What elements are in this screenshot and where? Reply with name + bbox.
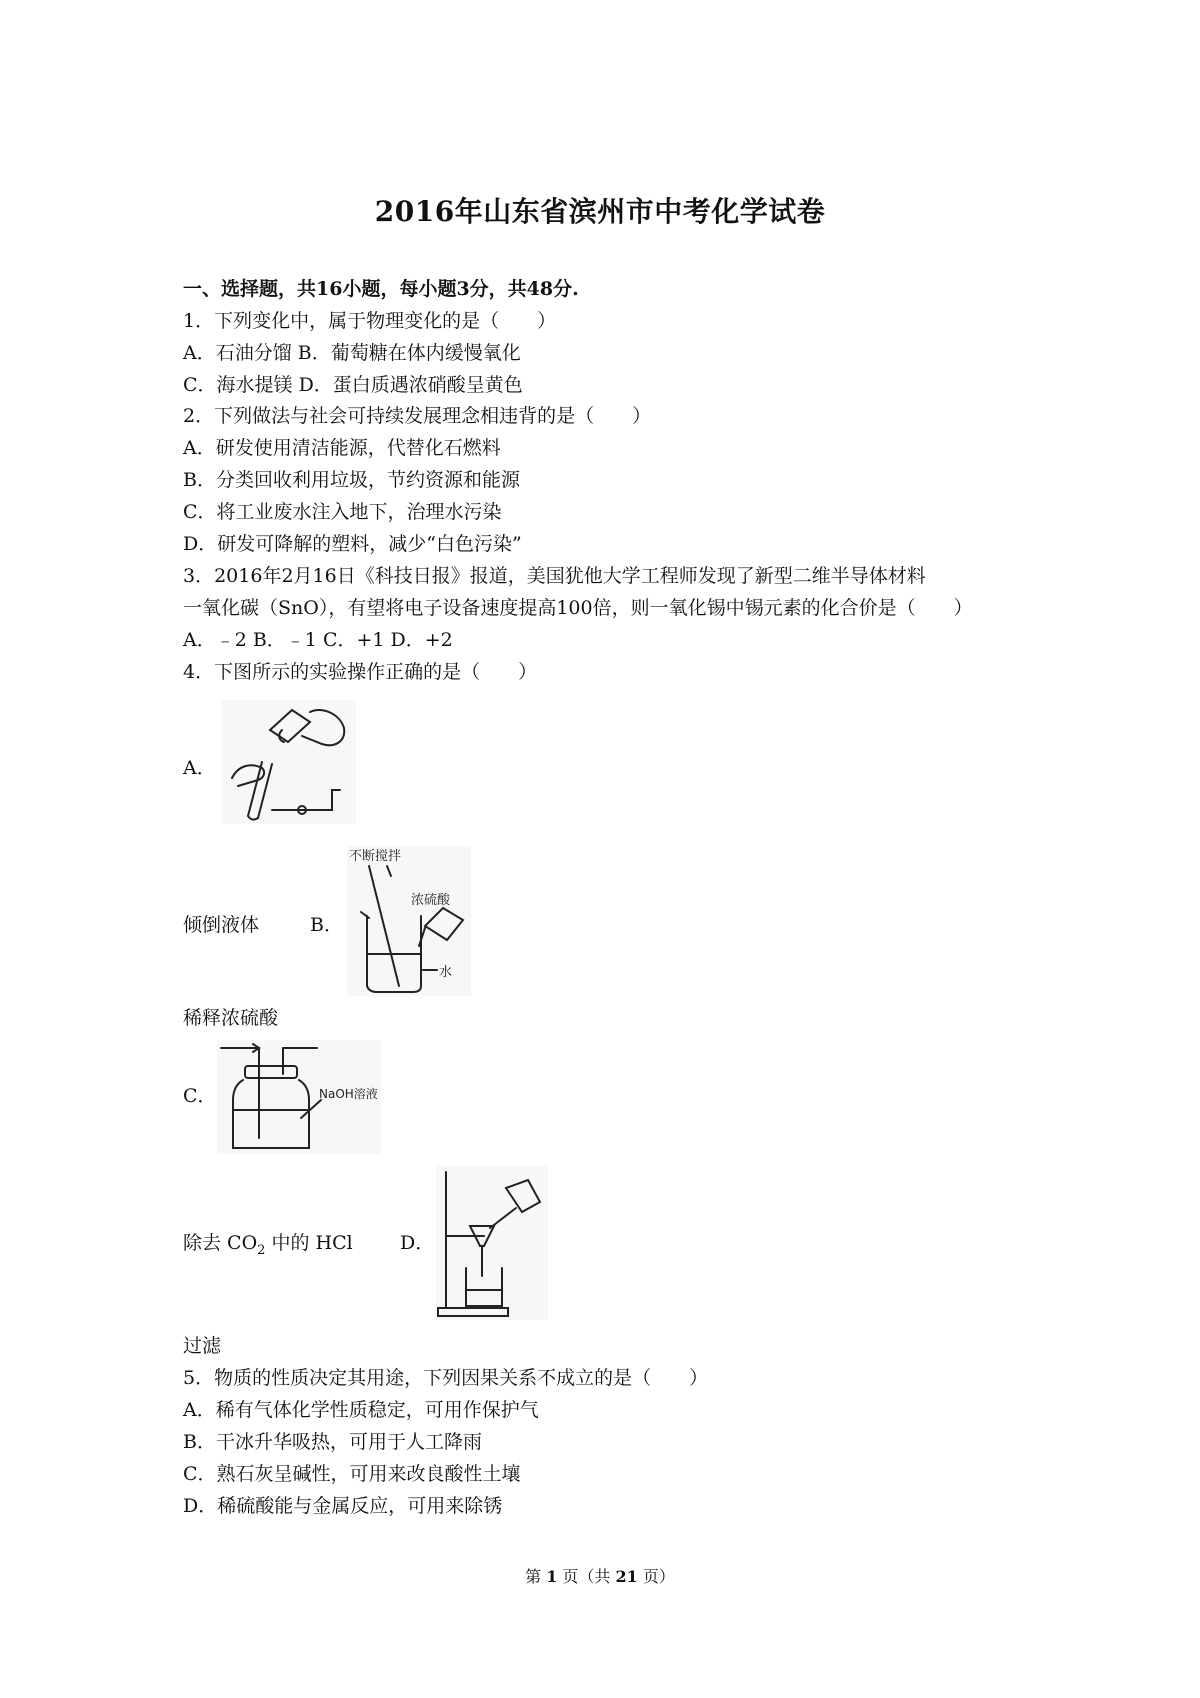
q4-c-label: C． bbox=[183, 1085, 217, 1107]
q2-option-a: A．研发使用清洁能源，代替化石燃料 bbox=[183, 437, 501, 459]
q4-b-label: B． bbox=[310, 914, 343, 936]
q2-option-b: B．分类回收利用垃圾，节约资源和能源 bbox=[183, 469, 520, 491]
q3-stem-line1: 3．2016年2月16日《科技日报》报道，美国犹他大学工程师发现了新型二维半导体材料 bbox=[183, 565, 926, 587]
q2-option-d: D．研发可降解的塑料，减少“白色污染” bbox=[183, 533, 522, 555]
q4-d-label: D． bbox=[400, 1232, 435, 1254]
q4-a-caption: 倾倒液体 bbox=[183, 914, 260, 936]
q5-option-d: D．稀硫酸能与金属反应，可用来除锈 bbox=[183, 1495, 503, 1517]
q4-stem: 4．下图所示的实验操作正确的是（ ） bbox=[183, 661, 538, 683]
q4-b-caption: 稀释浓硫酸 bbox=[183, 1007, 279, 1029]
q4-a-label: A． bbox=[183, 757, 216, 779]
q1-stem: 1．下列变化中，属于物理变化的是（ ） bbox=[183, 310, 557, 332]
page-total: 21 bbox=[615, 1567, 638, 1586]
q5-stem: 5．物质的性质决定其用途，下列因果关系不成立的是（ ） bbox=[183, 1367, 709, 1389]
figure-c-solution-label: NaOH溶液 bbox=[319, 1087, 378, 1101]
q5-option-c: C．熟石灰呈碱性，可用来改良酸性土壤 bbox=[183, 1463, 521, 1485]
q3-stem-line2: 一氧化碳（SnO），有望将电子设备速度提高100倍，则一氧化锡中锡元素的化合价是（ ） bbox=[183, 597, 973, 619]
section-heading: 一、选择题，共16小题，每小题3分，共48分. bbox=[183, 278, 579, 300]
q2-stem: 2．下列做法与社会可持续发展理念相违背的是（ ） bbox=[183, 405, 652, 427]
q1-options-ab: A．石油分馏 B．葡萄糖在体内缓慢氧化 bbox=[183, 342, 521, 364]
figure-filtration bbox=[436, 1166, 548, 1320]
q5-option-b: B．干冰升华吸热，可用于人工降雨 bbox=[183, 1431, 482, 1453]
figure-dilute-sulfuric-acid bbox=[347, 846, 471, 996]
page-title: 2016年山东省滨州市中考化学试卷 bbox=[374, 195, 826, 228]
q4-d-caption: 过滤 bbox=[183, 1335, 222, 1357]
figure-pouring-liquid bbox=[222, 700, 356, 824]
figure-b-water-label: 水 bbox=[439, 965, 453, 980]
page-footer: 第 1 页（共 21 页） bbox=[525, 1567, 675, 1586]
q2-option-c: C．将工业废水注入地下，治理水污染 bbox=[183, 501, 502, 523]
q1-options-cd: C．海水提镁 D．蛋白质遇浓硝酸呈黄色 bbox=[183, 374, 523, 396]
q3-options: A．﹣2 B．﹣1 C．+1 D．+2 bbox=[183, 629, 453, 651]
figure-b-stir-label: 不断搅拌 bbox=[349, 849, 402, 864]
page-number: 1 bbox=[546, 1567, 558, 1586]
q5-option-a: A．稀有气体化学性质稳定，可用作保护气 bbox=[183, 1399, 539, 1421]
figure-b-acid-label: 浓硫酸 bbox=[411, 893, 451, 908]
figure-gas-washing-bottle bbox=[217, 1040, 381, 1154]
q4-c-caption: 除去 $CO_2$ 中的 HCl bbox=[183, 1232, 353, 1258]
